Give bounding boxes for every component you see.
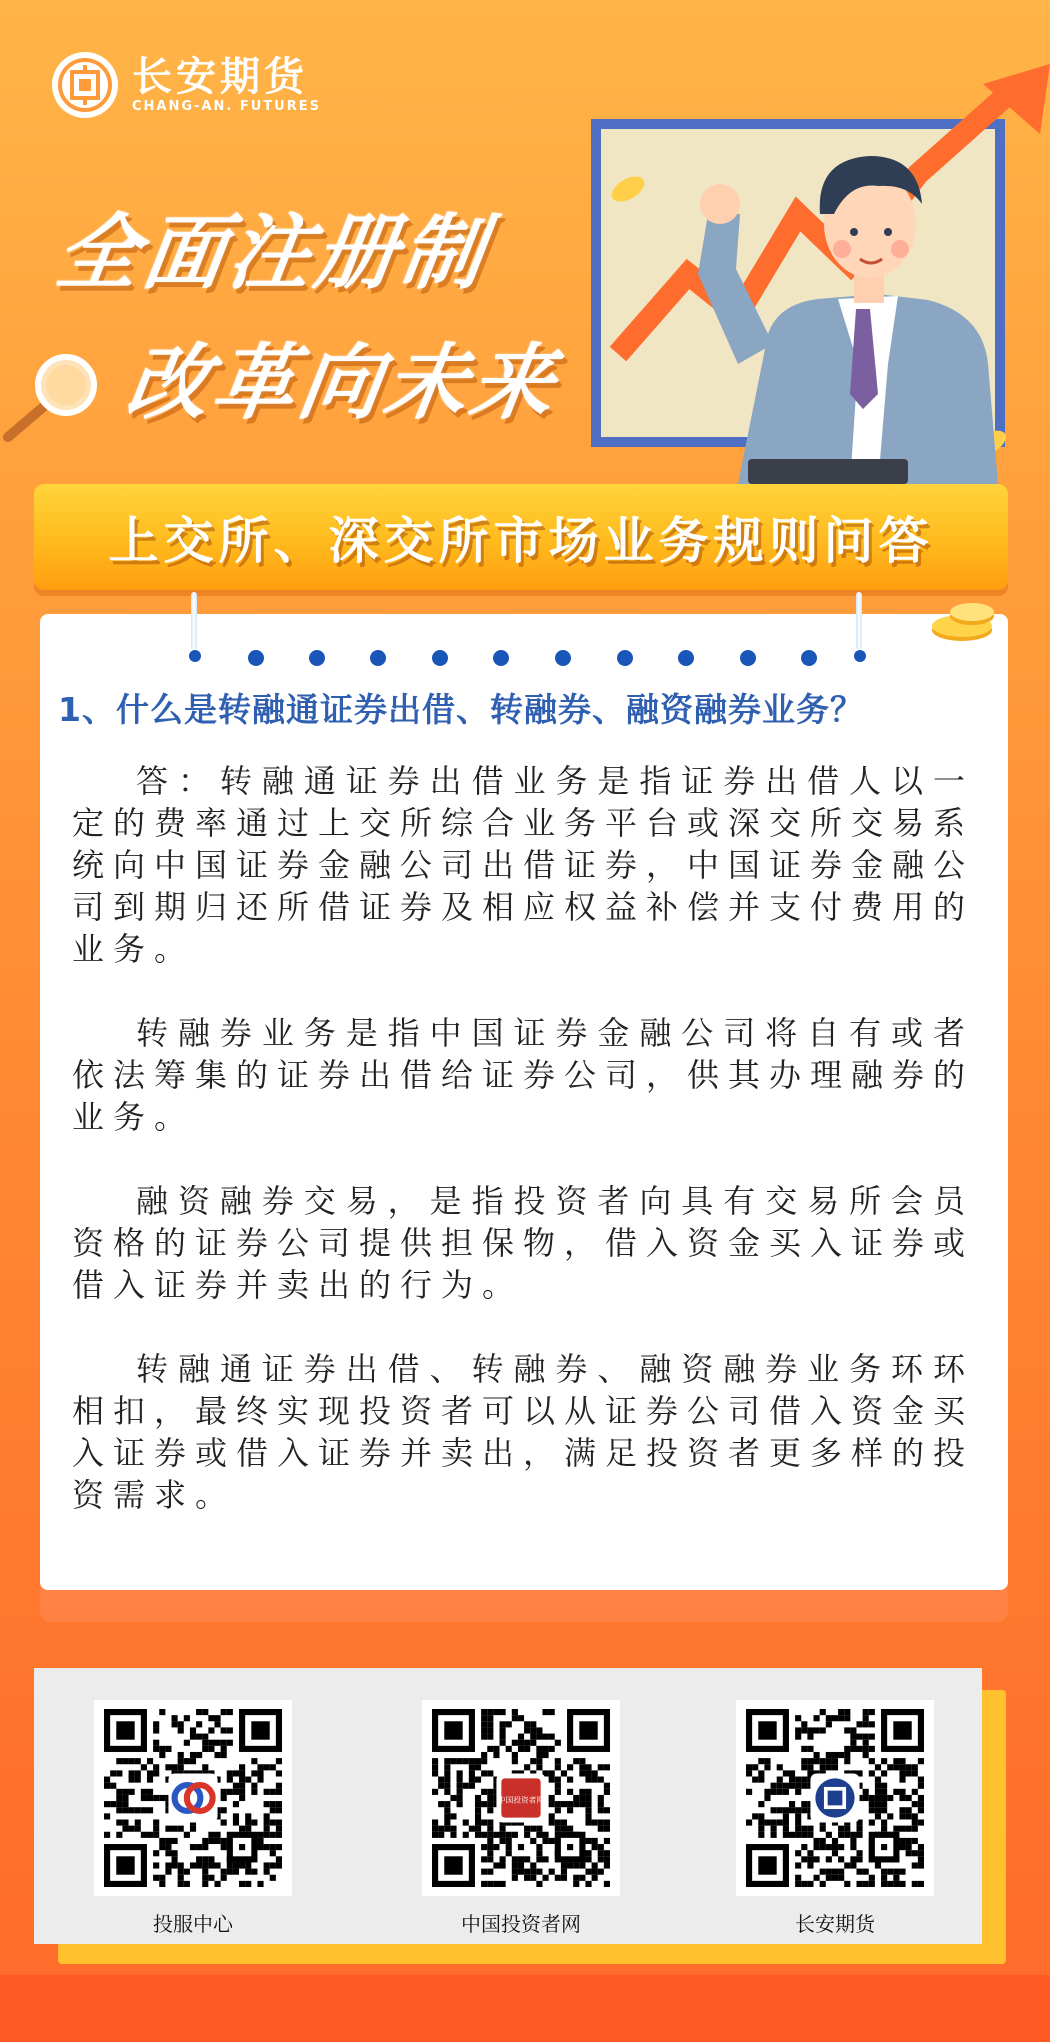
dot (432, 650, 448, 666)
qr-item-investor-service (94, 1700, 292, 1937)
answer-body (72, 760, 974, 1558)
dot (678, 650, 694, 666)
bottom-band (0, 1975, 1050, 2042)
qr-item-investor-network (422, 1700, 620, 1937)
logo-icon (52, 52, 118, 118)
dot (248, 650, 264, 666)
logo-name-cn: 长安期货 (132, 54, 308, 100)
answer-paragraph: 答：转融通证券出借业务是指证券出借人以一定的费率通过上交所综合业务平台或深交所交易系统向中国证券金融公司出借证券，中国证券金融公司到期归还所借证券及相应权益补偿并支付费用的业务。 (72, 762, 975, 968)
dot (617, 650, 633, 666)
businessman-illustration (588, 64, 1050, 484)
dot (493, 650, 509, 666)
qr-code-investor-service[interactable] (94, 1700, 292, 1896)
decorative-dots (0, 650, 1050, 666)
qr-item-changan-futures (736, 1700, 934, 1937)
qr-label: 中国投资者网 (461, 1912, 581, 1936)
logo-name-en: CHANG-AN. FUTURES (132, 99, 321, 114)
dot (740, 650, 756, 666)
answer-paragraph: 融资融券交易，是指投资者向具有交易所会员资格的证券公司提供担保物，借入资金买入证券或借入证券并卖出的行为。 (72, 1182, 975, 1304)
answer-paragraph: 转融券业务是指中国证券金融公司将自有或者依法筹集的证券出借给证券公司，供其办理融券的业务。 (72, 1014, 975, 1136)
question-title: 1、什么是转融通证券出借、转融券、融资融券业务？ (58, 690, 864, 729)
qr-code-changan-futures[interactable] (736, 1700, 934, 1896)
magnifier-icon (0, 345, 110, 449)
title-banner (34, 484, 1008, 590)
dot (801, 650, 817, 666)
headline-line-1: 全面注册制 (50, 206, 494, 301)
qr-label: 长安期货 (795, 1912, 875, 1936)
dot (555, 650, 571, 666)
headline-line-2: 改革向未来 (120, 336, 564, 431)
brand-logo (52, 52, 321, 118)
answer-paragraph: 转融通证券出借、转融券、融资融券业务环环相扣，最终实现投资者可以从证券公司借入资金买入证券或借入证券并卖出，满足投资者更多样的投资需求。 (72, 1350, 975, 1514)
gold-coins-icon (928, 600, 998, 648)
dot (370, 650, 386, 666)
svg-text:中国投资者网: 中国投资者网 (498, 1795, 544, 1805)
qr-code-investor-network[interactable] (422, 1700, 620, 1896)
qr-label: 投服中心 (153, 1912, 233, 1936)
dot (309, 650, 325, 666)
banner-title: 上交所、深交所市场业务规则问答 (108, 512, 934, 570)
